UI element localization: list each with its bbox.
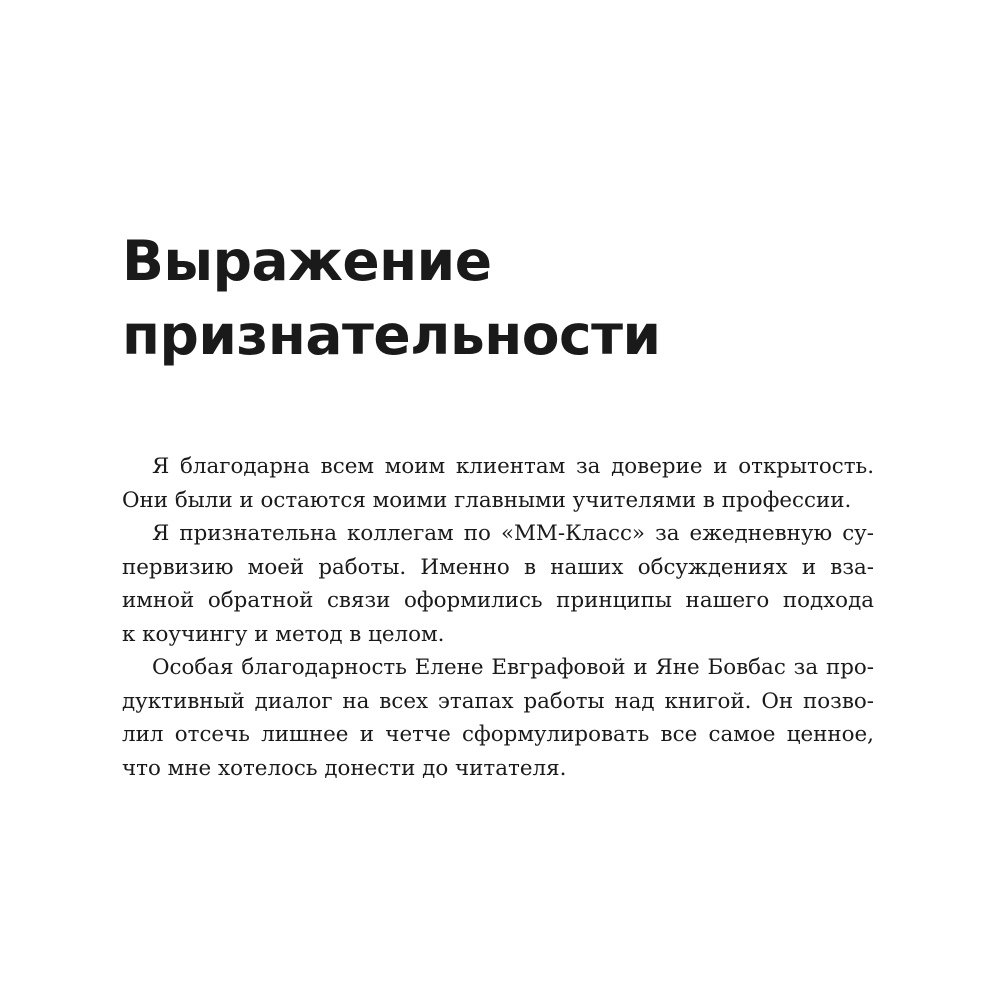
paragraph-1-line-1: Я благодарна всем моим клиентам за доверие и открытость.	[152, 454, 874, 479]
page-title	[122, 224, 882, 372]
paragraph-2-line-1: Я признательна коллегам по «ММ-Класс» за ежедневную су-	[152, 521, 874, 546]
paragraph-3-line-4: что мне хотелось донести до читателя.	[122, 755, 567, 781]
paragraph-3-line-1: Особая благодарность Елене Евграфовой и Яне Бовбас за про-	[152, 655, 874, 680]
acknowledgements-text	[122, 450, 874, 785]
paragraph-1-line-2: Они были и остаются моими главными учителями в профессии.	[122, 487, 852, 513]
paragraph-2-line-3: имной обратной связи оформились принципы нашего подхода	[122, 588, 874, 613]
page-title-line-2: признательности	[122, 303, 661, 367]
page-title-line-1: Выражение	[122, 229, 492, 293]
paragraph-3-line-3: лил отсечь лишнее и четче сформулировать все самое ценное,	[122, 722, 874, 747]
paragraph-3-line-2: дуктивный диалог на всех этапах работы над книгой. Он позво-	[122, 688, 874, 714]
paragraph-2-line-2: первизию моей работы. Именно в наших обсуждениях и вза-	[122, 554, 874, 580]
paragraph-2-line-4: к коучингу и метод в целом.	[122, 621, 445, 647]
